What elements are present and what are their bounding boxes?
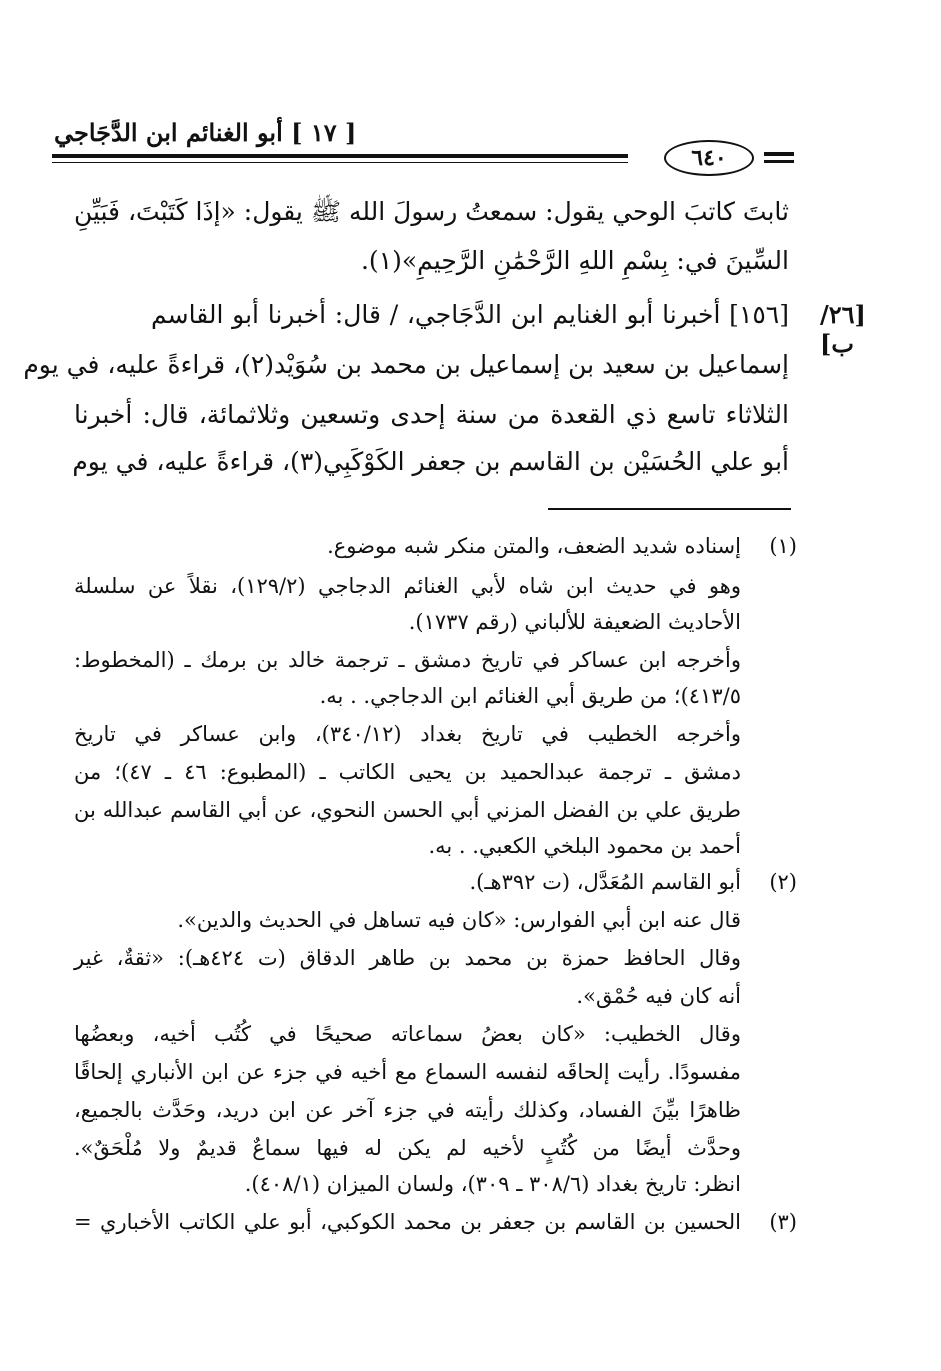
header-rule-right-thin (764, 160, 794, 163)
header-rule (52, 154, 628, 158)
footnote-line: وقال الخطيب: «كان بعضُ سماعاته صحيحًا في كُتُب أخيه، وبعضُها (74, 1022, 741, 1046)
body-line: السِّينَ في: بِسْمِ اللهِ الرَّحْمَٰنِ الرَّحِيمِ»(١). (360, 246, 789, 275)
header-rule-right (764, 152, 794, 156)
header-rule-thin (52, 162, 628, 163)
footnote-line: مفسودًا. رأيت إلحاقَه لنفسه السماع مع أخيه في جزء عن ابن الأنباري إلحاقًا (74, 1060, 741, 1084)
body-line: ثابتَ كاتبَ الوحي يقول: سمعتُ رسولَ الله ﷺ يقول: «إذَا كَتَبْتَ، فَبَيِّنِ (73, 197, 789, 226)
footnote-line: وهو في حديث ابن شاه لأبي الغنائم الدجاجي (١٢٩/٢)، نقلاً عن سلسلة (74, 574, 741, 598)
footnote-line: وقال الحافظ حمزة بن محمد بن طاهر الدقاق (ت ٤٢٤هـ): «ثقةٌ، غير (74, 946, 742, 970)
footnote-number: (١) (769, 534, 797, 558)
footnote-line: إسناده شديد الضعف، والمتن منكر شبه موضوع. (327, 534, 741, 558)
footnote-line: دمشق ـ ترجمة عبدالحميد بن يحيى الكاتب ـ (المطبوع: ٤٦ ـ ٤٧)؛ من (74, 760, 741, 784)
footnote-number: (٢) (769, 870, 797, 894)
footnote-line: وحدَّث أيضًا من كُتُبٍ لأخيه لم يكن له فيها سماعٌ قديمٌ ولا مُلْحَقٌ». (74, 1136, 741, 1160)
body-line: [١٥٦] أخبرنا أبو الغنايم ابن الدَّجَاجي، / قال: أخبرنا أبو القاسم (151, 300, 789, 329)
footnote-line: الحسين بن القاسم بن جعفر بن محمد الكوكبي، أبو علي الكاتب الأخباري = (74, 1210, 741, 1234)
footnote-line: ظاهرًا بيِّنَ الفساد، وكذلك رأيته في جزء آخر عن ابن دريد، وحَدَّث بالجميع، (74, 1098, 741, 1122)
body-line: إسماعيل بن سعيد بن إسماعيل بن محمد بن سُوَيْد(٢)، قراءةً عليه، في يوم (23, 350, 789, 379)
body-line: الثلاثاء تاسع ذي القعدة من سنة إحدى وتسعين وثلاثمائة، قال: أخبرنا (74, 400, 789, 429)
page-number: ٦٤٠ (664, 140, 754, 176)
footnote-line: انظر: تاريخ بغداد (٣٠٨/٦ ـ ٣٠٩)، ولسان الميزان (٤٠٨/١). (244, 1172, 741, 1196)
footnote-line: طريق علي بن الفضل المزني أبي الحسن النحوي، عن أبي القاسم عبدالله بن (74, 798, 741, 822)
footnote-line: ٤١٣/٥)؛ من طريق أبي الغنائم ابن الدجاجي. . به. (319, 684, 741, 708)
footnote-line: الأحاديث الضعيفة للألباني (رقم ١٧٣٧). (408, 610, 741, 634)
footnote-line: وأخرجه ابن عساكر في تاريخ دمشق ـ ترجمة خالد بن برمك ـ (المخطوط: (74, 648, 741, 672)
footnote-number: (٣) (769, 1210, 797, 1234)
footnote-line: أنه كان فيه حُمْق». (576, 984, 741, 1008)
footnote-line: أحمد بن محمود البلخي الكعبي. . به. (428, 834, 741, 858)
footnote-line: قال عنه ابن أبي الفوارس: «كان فيه تساهل في الحديث والدين». (177, 908, 741, 932)
footnote-line: وأخرجه الخطيب في تاريخ بغداد (٣٤٠/١٢)، وابن عساكر في تاريخ (74, 722, 741, 746)
footnote-line: أبو القاسم المُعَدَّل، (ت ٣٩٢هـ). (469, 870, 741, 894)
running-title: [ ١٧ ] أبو الغنائم ابن الدَّجَاجي (54, 118, 357, 147)
body-line: أبو علي الحُسَيْن بن القاسم بن جعفر الكَوْكَبِي(٣)، قراءةً عليه، في يوم (72, 447, 789, 476)
footnote-separator (548, 508, 791, 510)
folio-margin-note: [٢٦/ ب] (820, 300, 866, 358)
